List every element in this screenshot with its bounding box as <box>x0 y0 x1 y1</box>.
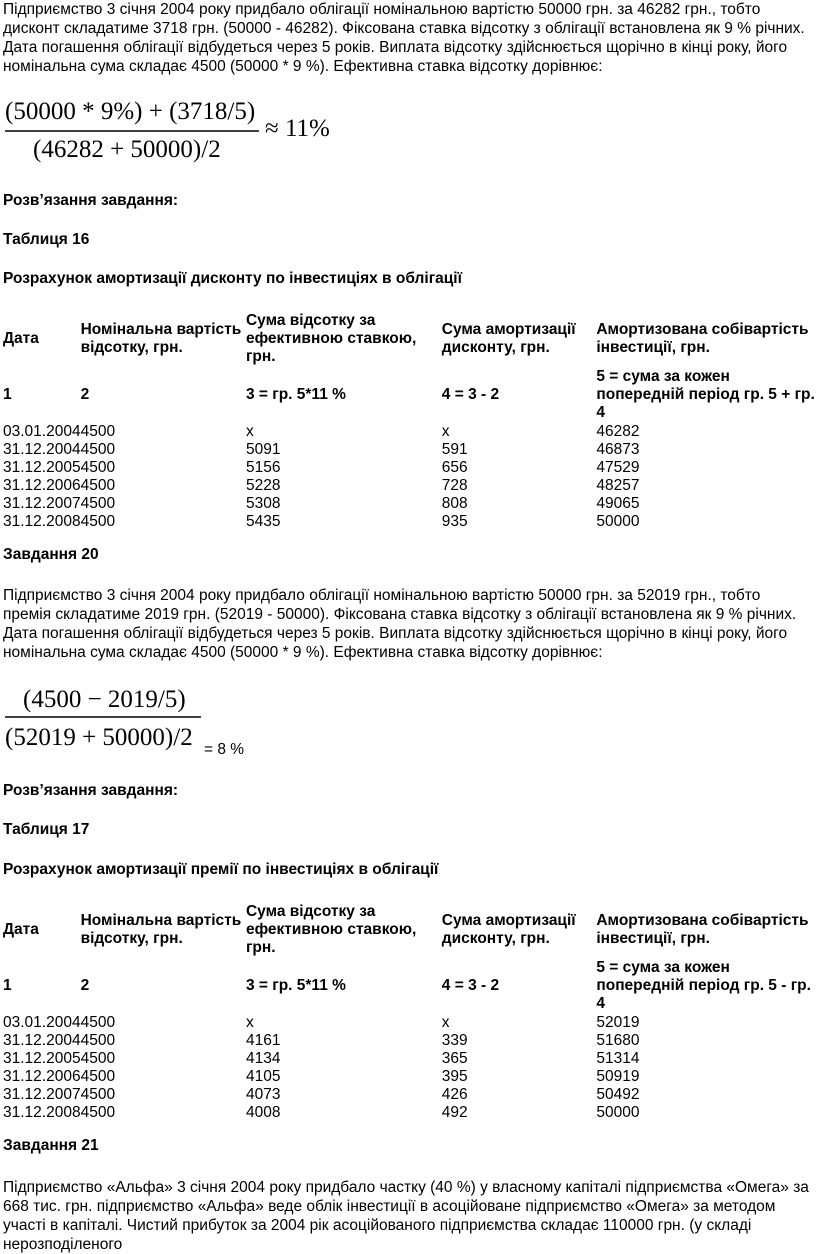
cell-effective: 4105 <box>245 1068 281 1085</box>
table-row <box>3 441 816 459</box>
table-17-title: Розрахунок амортизації премії по інвестиціях в облігації <box>3 861 439 878</box>
table-17-colnum-4: 4 = 3 - 2 <box>441 977 500 994</box>
cell-nominal: 4500 <box>80 1086 116 1103</box>
table-17-header-date: Дата <box>3 921 39 938</box>
formula-1-graphic <box>3 93 333 163</box>
cell-nominal: 4500 <box>80 1068 116 1085</box>
table-16-caption: Таблиця 16 <box>3 231 90 248</box>
formula-2-graphic <box>3 679 203 751</box>
cell-nominal: 4500 <box>80 1050 116 1067</box>
cell-nominal: 4500 <box>80 1032 116 1049</box>
cell-amortization: 591 <box>441 441 468 458</box>
table-16-colnum-5: 5 = сума за кожен попередній період гр. 5 + гр. 4 <box>596 368 815 421</box>
cell-cost: 49065 <box>596 495 640 512</box>
table-16-header-effective: Сума відсотку за ефективною ставкою, грн. <box>245 312 417 365</box>
cell-amortization: х <box>441 423 450 440</box>
table-16-column-numbers <box>3 367 816 423</box>
cell-cost: 51680 <box>596 1032 640 1049</box>
cell-date: 31.12.2004 <box>3 441 81 458</box>
cell-date: 31.12.2008 <box>3 1104 81 1121</box>
cell-date: 31.12.2007 <box>3 495 81 512</box>
cell-amortization: 365 <box>441 1050 468 1067</box>
table-row <box>3 459 816 477</box>
table-row <box>3 1086 816 1104</box>
cell-nominal: 4500 <box>80 423 116 440</box>
table-row <box>3 423 816 441</box>
table-row <box>3 477 816 495</box>
cell-nominal: 4500 <box>80 477 116 494</box>
cell-nominal: 4500 <box>80 1104 116 1121</box>
table-16-title: Розрахунок амортизації дисконту по інвестиціях в облігації <box>3 270 462 287</box>
task-21-title: Завдання 21 <box>3 1137 99 1154</box>
cell-date: 31.12.2004 <box>3 1032 81 1049</box>
table-17-header-nominal: Номінальна вартість відсотку, грн. <box>80 912 242 947</box>
cell-date: 31.12.2006 <box>3 477 81 494</box>
cell-cost: 50919 <box>596 1068 640 1085</box>
cell-date: 31.12.2007 <box>3 1086 81 1103</box>
table-16-colnum-2: 2 <box>80 386 90 403</box>
formula-2-denominator: (52019 + 50000)/2 <box>5 724 193 751</box>
table-17 <box>3 902 816 1122</box>
table-17-header-row <box>3 902 816 958</box>
cell-cost: 51314 <box>596 1050 640 1067</box>
cell-cost: 50000 <box>596 1104 640 1121</box>
formula-1-denominator: (46282 + 50000)/2 <box>33 136 221 163</box>
cell-date: 31.12.2005 <box>3 1050 81 1067</box>
cell-cost: 52019 <box>596 1014 640 1031</box>
table-row <box>3 1068 816 1086</box>
cell-amortization: 728 <box>441 477 468 494</box>
cell-cost: 46282 <box>596 423 640 440</box>
task21-paragraph: Підприємство «Альфа» 3 січня 2004 року придбало частку (40 %) у власному капіталі підприємства «Омега» за 668 тис. грн. підприємство «Альфа» веде облік інвестиції в асоційоване підприємство «Омега» за методом участі в капіталі. Чистий прибуток за 2004 рік асоційованого підприємства складає 110000 грн. (у складі нерозподіленого <box>3 1179 809 1253</box>
cell-amortization: 426 <box>441 1086 468 1103</box>
cell-effective: 5156 <box>245 459 281 476</box>
table-row <box>3 1014 816 1032</box>
cell-date: 31.12.2006 <box>3 1068 81 1085</box>
table-16-colnum-3: 3 = гр. 5*11 % <box>245 386 346 403</box>
table-17-colnum-5: 5 = сума за кожен попередній період гр. 5 - гр. 4 <box>596 959 811 1012</box>
cell-effective: х <box>245 1014 254 1031</box>
table-row <box>3 1104 816 1122</box>
table-16 <box>3 311 816 531</box>
effective-rate-formula-2 <box>3 679 203 756</box>
formula-2-result: = 8 % <box>204 741 245 758</box>
cell-effective: 4161 <box>245 1032 281 1049</box>
table-16-colnum-1: 1 <box>3 386 12 403</box>
cell-amortization: 935 <box>441 513 468 530</box>
table-16-header-date: Дата <box>3 330 39 347</box>
cell-cost: 47529 <box>596 459 640 476</box>
table-17-colnum-1: 1 <box>3 977 12 994</box>
cell-cost: 50000 <box>596 513 640 530</box>
cell-nominal: 4500 <box>80 513 116 530</box>
cell-amortization: 808 <box>441 495 468 512</box>
cell-effective: х <box>245 423 254 440</box>
table-row <box>3 495 816 513</box>
cell-effective: 5228 <box>245 477 281 494</box>
cell-cost: 48257 <box>596 477 640 494</box>
table-16-header-amortization: Сума амортизації дисконту, грн. <box>441 321 576 356</box>
cell-amortization: 395 <box>441 1068 468 1085</box>
table-16-colnum-4: 4 = 3 - 2 <box>441 386 500 403</box>
cell-nominal: 4500 <box>80 459 116 476</box>
formula-1-numerator: (50000 * 9%) + (3718/5) <box>5 98 256 125</box>
task20-paragraph: Підприємство 3 січня 2004 року придбало облігації номінальною вартістю 50000 грн. за 52019 грн., тобто премія складатиме 2019 грн. (52019 - 50000). Фіксована ставка відсотку з облігації встановлена як 9 % річних. Дата погашення облігації відбудеться через 5 років. Виплата відсотку здійснюється щорічно в кінці року, його номінальна сума складає 4500 (50000 * 9 %). Ефективна ставка відсотку дорівнює: <box>3 587 797 661</box>
solution-label-1: Розв’язання завдання: <box>3 192 179 209</box>
effective-rate-formula-1 <box>3 93 333 168</box>
cell-effective: 5091 <box>245 441 281 458</box>
table-17-column-numbers <box>3 958 816 1014</box>
table-row <box>3 1032 816 1050</box>
table-17-colnum-3: 3 = гр. 5*11 % <box>245 977 346 994</box>
cell-nominal: 4500 <box>80 441 116 458</box>
cell-effective: 4008 <box>245 1104 281 1121</box>
table-17-header-cost: Амортизована собівартість інвестиції, грн. <box>596 912 809 947</box>
cell-date: 31.12.2005 <box>3 459 81 476</box>
cell-effective: 5308 <box>245 495 281 512</box>
cell-effective: 4134 <box>245 1050 281 1067</box>
cell-amortization: 492 <box>441 1104 468 1121</box>
table-17-colnum-2: 2 <box>80 977 90 994</box>
task-20-title: Завдання 20 <box>3 546 99 563</box>
cell-cost: 46873 <box>596 441 640 458</box>
cell-effective: 5435 <box>245 513 281 530</box>
table-16-header-cost: Амортизована собівартість інвестиції, грн. <box>596 321 809 356</box>
cell-effective: 4073 <box>245 1086 281 1103</box>
cell-date: 31.12.2008 <box>3 513 81 530</box>
cell-date: 03.01.2004 <box>3 1014 81 1031</box>
cell-cost: 50492 <box>596 1086 640 1103</box>
cell-nominal: 4500 <box>80 495 116 512</box>
table-17-header-amortization: Сума амортизації дисконту, грн. <box>441 912 576 947</box>
cell-nominal: 4500 <box>80 1014 116 1031</box>
solution-label-2: Розв’язання завдання: <box>3 782 179 799</box>
table-17-caption: Таблиця 17 <box>3 821 90 838</box>
cell-amortization: х <box>441 1014 450 1031</box>
table-17-header-effective: Сума відсотку за ефективною ставкою, грн. <box>245 903 417 956</box>
formula-1-result: ≈ 11% <box>265 115 330 142</box>
table-row <box>3 1050 816 1068</box>
formula-2-numerator: (4500 − 2019/5) <box>23 686 186 713</box>
table-row <box>3 513 816 531</box>
cell-date: 03.01.2004 <box>3 423 81 440</box>
cell-amortization: 656 <box>441 459 468 476</box>
table-16-header-row <box>3 311 816 367</box>
table-16-header-nominal: Номінальна вартість відсотку, грн. <box>80 321 242 356</box>
cell-amortization: 339 <box>441 1032 468 1049</box>
task19-paragraph: Підприємство 3 січня 2004 року придбало облігації номінальною вартістю 50000 грн. за 46282 грн., тобто дисконт складатиме 3718 грн. (50000 - 46282). Фіксована ставка відсотку з облігації встановлена як 9 % річних. Дата погашення облігації відбудеться через 5 років. Виплата відсотку здійснюється щорічно в кінці року, його номінальна сума складає 4500 (50000 * 9 %). Ефективна ставка відсотку дорівнює: <box>3 1 805 75</box>
